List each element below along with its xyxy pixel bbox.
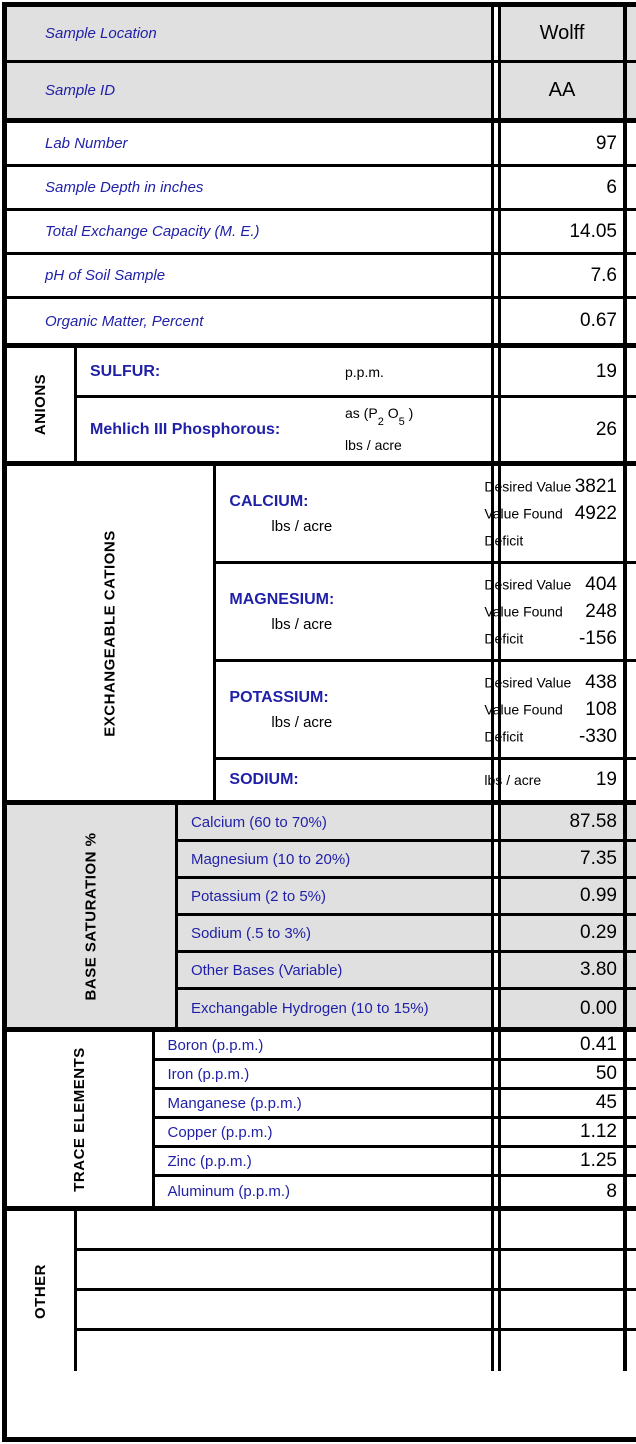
sample-depth-value: 6 — [501, 167, 627, 208]
next-column-sliver — [627, 990, 636, 1027]
table-row-magnesium — [216, 564, 636, 662]
bs-calcium-value: 87.58 — [501, 805, 627, 839]
bs-potassium-label: Potassium (2 to 5%) — [190, 887, 327, 905]
total-exchange-capacity-value: 14.05 — [501, 211, 627, 252]
anions-vertical-title: ANIONS — [32, 373, 49, 436]
table-row-potassium — [216, 662, 636, 760]
potassium-unit: lbs / acre — [271, 713, 333, 731]
trace-elements-section — [7, 1032, 636, 1211]
double-rule — [491, 1211, 501, 1248]
mehlich-unit-formula: as ($P_2$ $O_5$ ) — [345, 404, 414, 429]
anions-rows — [77, 348, 636, 461]
next-column-sliver — [627, 63, 636, 118]
double-rule — [491, 167, 501, 208]
next-column-sliver — [627, 299, 636, 343]
table-row-bs-magnesium — [178, 842, 636, 879]
double-rule — [491, 1177, 501, 1206]
bs-sodium-value: 0.29 — [501, 916, 627, 950]
next-column-sliver — [627, 1251, 636, 1288]
bs-sodium-label: Sodium (.5 to 3%) — [190, 924, 312, 942]
manganese-label: Manganese (p.p.m.) — [167, 1094, 302, 1112]
bs-calcium-cell — [178, 805, 491, 839]
table-row-zinc — [155, 1148, 636, 1177]
bs-other-bases-label: Other Bases (Variable) — [190, 961, 343, 979]
table-row-sample-depth — [7, 167, 636, 211]
boron-value: 0.41 — [501, 1032, 627, 1058]
table-row-iron — [155, 1061, 636, 1090]
sample-location-label: Sample Location — [7, 7, 491, 60]
other-1-cell — [77, 1211, 491, 1248]
table-row-copper — [155, 1119, 636, 1148]
potassium-label: POTASSIUM: — [229, 688, 329, 706]
next-column-sliver — [627, 1211, 636, 1248]
table-row-boron — [155, 1032, 636, 1061]
aluminum-label: Aluminum (p.p.m.) — [167, 1183, 291, 1200]
other-3-value — [501, 1291, 627, 1328]
zinc-label: Zinc (p.p.m.) — [167, 1152, 252, 1170]
double-rule — [491, 1148, 501, 1174]
table-row-bs-sodium — [178, 916, 636, 953]
other-4-value — [501, 1331, 627, 1371]
bs-magnesium-label: Magnesium (10 to 20%) — [190, 850, 351, 868]
next-column-sliver — [627, 879, 636, 913]
bs-other-bases-cell — [178, 953, 491, 987]
base-saturation-rows — [178, 805, 636, 1027]
next-column-sliver — [627, 760, 636, 800]
table-row-other-4 — [77, 1331, 636, 1371]
double-rule — [491, 123, 501, 164]
table-row-calcium — [216, 466, 636, 564]
potassium-line-labels: Desired Value Value Found Deficit — [484, 674, 572, 744]
next-column-sliver — [627, 1119, 636, 1145]
cations-category-cell — [7, 466, 216, 800]
table-row-aluminum — [155, 1177, 636, 1206]
double-rule — [491, 348, 501, 395]
double-rule — [491, 1119, 501, 1145]
sample-id-label: Sample ID — [7, 63, 491, 118]
double-rule — [491, 916, 501, 950]
sulfur-label: SULFUR: — [90, 362, 161, 380]
double-rule — [491, 398, 501, 461]
next-column-sliver — [627, 211, 636, 252]
next-column-sliver — [627, 842, 636, 876]
table-row-other-2 — [77, 1251, 636, 1291]
bs-potassium-value: 0.99 — [501, 879, 627, 913]
manganese-value: 45 — [501, 1090, 627, 1116]
calcium-cell — [216, 466, 572, 561]
bs-sodium-cell — [178, 916, 491, 950]
next-column-sliver — [627, 1032, 636, 1058]
base-saturation-section — [7, 805, 636, 1032]
table-row-sulfur — [77, 348, 636, 398]
mehlich-unit — [345, 400, 413, 460]
other-3-cell — [77, 1291, 491, 1328]
next-column-sliver — [627, 7, 636, 60]
ph-label: pH of Soil Sample — [45, 267, 166, 284]
potassium-deficit: -330 — [578, 726, 617, 747]
copper-cell — [155, 1119, 491, 1145]
mehlich-label: Mehlich III Phosphorous: — [90, 420, 281, 438]
zinc-cell — [155, 1148, 491, 1174]
mehlich-unit-line2: lbs / acre — [345, 437, 402, 454]
iron-label: Iron (p.p.m.) — [167, 1065, 250, 1083]
trace-elements-rows — [155, 1032, 636, 1206]
potassium-value-found: 108 — [585, 699, 617, 720]
trace-elements-category-cell — [7, 1032, 155, 1206]
sample-info-block — [7, 123, 636, 348]
bs-hydrogen-cell — [178, 990, 491, 1027]
trace-elements-vertical-title: TRACE ELEMENTS — [70, 1046, 88, 1192]
other-2-value — [501, 1251, 627, 1288]
table-row-bs-hydrogen — [178, 990, 636, 1027]
manganese-cell — [155, 1090, 491, 1116]
boron-label: Boron (p.p.m.) — [167, 1036, 264, 1054]
other-4-cell — [77, 1331, 491, 1371]
next-column-sliver — [627, 662, 636, 757]
anions-section — [7, 348, 636, 466]
bs-magnesium-value: 7.35 — [501, 842, 627, 876]
potassium-cell — [216, 662, 572, 757]
sodium-label: SODIUM: — [229, 771, 299, 788]
table-row-other-1 — [77, 1211, 636, 1251]
table-row-total-exchange-capacity — [7, 211, 636, 255]
boron-cell — [155, 1032, 491, 1058]
calcium-desired-value: 3821 — [574, 476, 617, 497]
sample-depth-label: Sample Depth in inches — [45, 179, 204, 196]
calcium-value-found: 4922 — [574, 503, 617, 524]
base-saturation-category-cell — [7, 805, 178, 1027]
next-column-sliver — [627, 167, 636, 208]
table-row-ph — [7, 255, 636, 299]
magnesium-cell — [216, 564, 572, 659]
double-rule — [491, 1251, 501, 1288]
copper-value: 1.12 — [501, 1119, 627, 1145]
sodium-cell — [216, 760, 542, 800]
sulfur-unit: p.p.m. — [345, 363, 384, 380]
next-column-sliver — [627, 1090, 636, 1116]
other-vertical-title: OTHER — [32, 1263, 49, 1319]
magnesium-label: MAGNESIUM: — [229, 590, 335, 608]
next-column-sliver — [627, 1331, 636, 1371]
double-rule — [491, 7, 501, 60]
table-row-bs-calcium — [178, 805, 636, 842]
next-column-sliver — [627, 916, 636, 950]
cations-vertical-title: EXCHANGEABLE CATIONS — [101, 529, 119, 737]
double-rule — [491, 990, 501, 1027]
next-column-sliver — [627, 1291, 636, 1328]
zinc-value: 1.25 — [501, 1148, 627, 1174]
table-row-mehlich-phosphorous — [77, 398, 636, 461]
next-column-sliver — [627, 1061, 636, 1087]
bs-calcium-label: Calcium (60 to 70%) — [190, 813, 327, 831]
double-rule — [491, 805, 501, 839]
table-row-sample-id — [7, 63, 636, 118]
bs-other-bases-value: 3.80 — [501, 953, 627, 987]
ph-value: 7.6 — [501, 255, 627, 296]
cations-rows — [216, 466, 636, 800]
next-column-sliver — [627, 348, 636, 395]
sample-id-value: AA — [501, 63, 627, 118]
bs-magnesium-cell — [178, 842, 491, 876]
magnesium-value-found: 248 — [585, 601, 617, 622]
double-rule — [491, 63, 501, 118]
organic-matter-label: Organic Matter, Percent — [45, 312, 204, 330]
other-rows — [77, 1211, 636, 1371]
next-column-sliver — [627, 255, 636, 296]
aluminum-cell — [155, 1177, 491, 1206]
double-rule — [491, 1291, 501, 1328]
magnesium-line-labels: Desired Value Value Found Deficit — [484, 576, 572, 646]
lab-number-value: 97 — [501, 123, 627, 164]
table-row-sample-location — [7, 7, 636, 63]
iron-cell — [155, 1061, 491, 1087]
potassium-desired-value: 438 — [585, 672, 617, 693]
table-row-other-3 — [77, 1291, 636, 1331]
bs-hydrogen-value: 0.00 — [501, 990, 627, 1027]
total-exchange-capacity-label: Total Exchange Capacity (M. E.) — [45, 223, 260, 240]
aluminum-value: 8 — [501, 1177, 627, 1206]
sodium-unit: lbs / acre — [484, 772, 542, 788]
double-rule — [491, 842, 501, 876]
table-row-sodium — [216, 760, 636, 800]
table-row-lab-number — [7, 123, 636, 167]
double-rule — [491, 1032, 501, 1058]
other-category-cell — [7, 1211, 77, 1371]
sodium-value: 19 — [501, 760, 627, 800]
next-column-sliver — [627, 1177, 636, 1206]
next-column-sliver — [627, 123, 636, 164]
table-row-organic-matter — [7, 299, 636, 343]
organic-matter-value: 0.67 — [501, 299, 627, 343]
double-rule — [491, 953, 501, 987]
base-saturation-vertical-title: BASE SATURATION % — [82, 832, 100, 1000]
double-rule — [491, 879, 501, 913]
next-column-sliver — [627, 398, 636, 461]
iron-value: 50 — [501, 1061, 627, 1087]
bs-potassium-cell — [178, 879, 491, 913]
calcium-label: CALCIUM: — [229, 492, 309, 510]
double-rule — [491, 1331, 501, 1371]
magnesium-desired-value: 404 — [585, 574, 617, 595]
next-column-sliver — [627, 564, 636, 659]
sample-location-value: Wolff — [501, 7, 627, 60]
next-column-sliver — [627, 1148, 636, 1174]
double-rule — [491, 211, 501, 252]
anions-category-cell — [7, 348, 77, 461]
magnesium-deficit: -156 — [578, 628, 617, 649]
double-rule — [491, 1061, 501, 1087]
lab-number-label: Lab Number — [45, 135, 128, 152]
next-column-sliver — [627, 466, 636, 561]
exchangeable-cations-section — [7, 466, 636, 805]
double-rule — [491, 299, 501, 343]
other-section — [7, 1211, 636, 1371]
other-1-value — [501, 1211, 627, 1248]
sulfur-cell — [77, 348, 491, 395]
next-column-sliver — [627, 953, 636, 987]
other-2-cell — [77, 1251, 491, 1288]
mehlich-value: 26 — [501, 398, 627, 461]
double-rule — [491, 1090, 501, 1116]
mehlich-cell — [77, 398, 491, 461]
sample-header-block — [7, 7, 636, 123]
soil-report-table — [2, 2, 636, 1442]
calcium-line-labels: Desired Value Value Found Deficit — [484, 478, 572, 548]
double-rule — [491, 255, 501, 296]
next-column-sliver — [627, 805, 636, 839]
magnesium-unit: lbs / acre — [271, 615, 333, 633]
table-row-bs-potassium — [178, 879, 636, 916]
table-row-bs-other-bases — [178, 953, 636, 990]
sulfur-value: 19 — [501, 348, 627, 395]
bs-hydrogen-label: Exchangable Hydrogen (10 to 15%) — [190, 1000, 429, 1017]
copper-label: Copper (p.p.m.) — [167, 1123, 273, 1141]
table-row-manganese — [155, 1090, 636, 1119]
calcium-unit: lbs / acre — [271, 517, 333, 535]
